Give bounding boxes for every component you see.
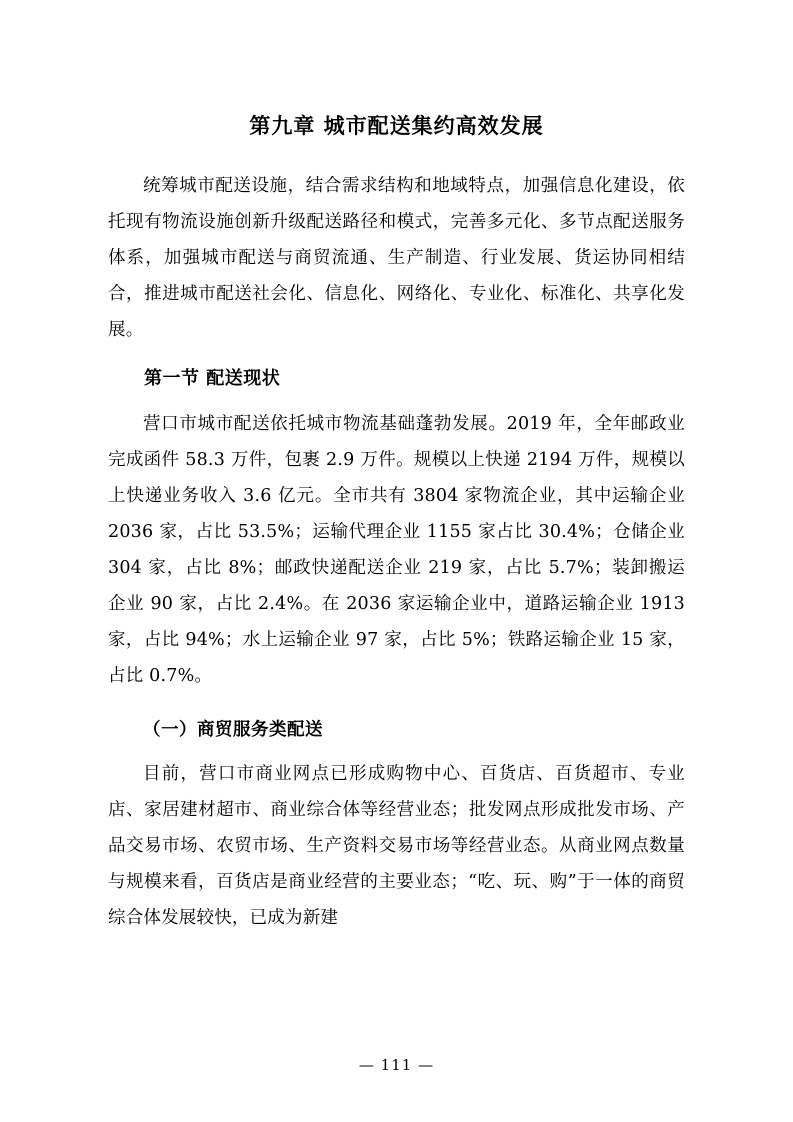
page-number: — 111 —: [358, 1056, 435, 1074]
intro-paragraph: 统筹城市配送设施，结合需求结构和地域特点，加强信息化建设，依托现有物流设施创新升级配送路径和模式，完善多元化、多节点配送服务体系，加强城市配送与商贸流通、生产制造、行业发展、货运协同相结合，推进城市配送社会化、信息化、网络化、专业化、标准化、共享化发展。: [108, 175, 685, 340]
section-one-paragraph: 营口市城市配送依托城市物流基础蓬勃发展。2019 年，全年邮政业完成函件 58.3 万件，包裹 2.9 万件。规模以上快递 2194 万件，规模以上快递业务收入 3.6 亿元。全市共有 3804 家物流企业，其中运输企业 2036 家，占比 53.5%；运输代理企业 1155 家占比 30.4%；仓储企业 304 家，占比 8%；邮政快递配送企业 219 家，占比 5.7%；装卸搬运企业 90 家，占比 2.4%。在 2036 家运输企业中，道路运输企业 1913 家，占比 94%；水上运输企业 97 家，占比 5%；铁路运输企业 15 家，占比 0.7%。: [108, 413, 686, 687]
section-heading-one: 第一节 配送现状: [144, 367, 281, 389]
subsection-heading-one: （一）商贸服务类配送: [143, 720, 323, 741]
page-title: 第九章 城市配送集约高效发展: [249, 113, 544, 138]
subsection-one-paragraph: 目前，营口市商业网点已形成购物中心、百货店、百货超市、专业店、家居建材超市、商业综合体等经营业态；批发网点形成批发市场、产品交易市场、农贸市场、生产资料交易市场等经营业态。从商业网点数量与规模来看，百货店是商业经营的主要业态；“吃、玩、购”于一体的商贸综合体发展较快，已成为新建: [108, 763, 685, 928]
